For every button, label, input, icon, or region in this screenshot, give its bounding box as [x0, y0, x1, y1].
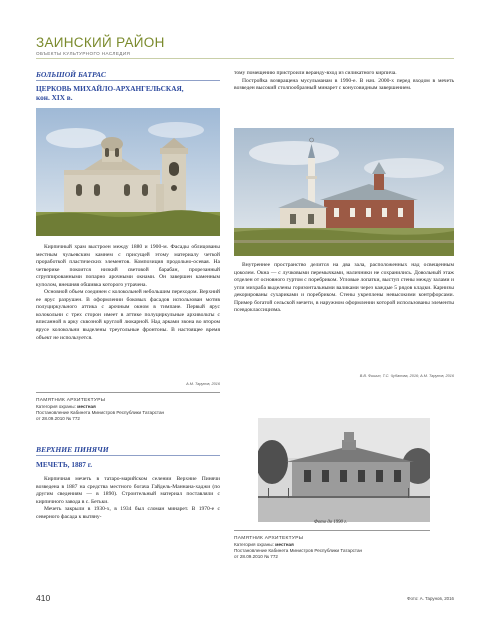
- entry2-paragraph-1: Кирпичная мечеть в татаро-марийском селении Верхние Пинячи возведена в 1887 на средства местного богача Гайдель-Маннана-хаджи (по другим сведениям — в 1890). Строительный материал поставляли с кирпичного завода в с. Бетьки.: [36, 476, 220, 505]
- entry2-place-name: ВЕРХНИЕ ПИНЯЧИ: [36, 445, 109, 454]
- entry2-monument-divider: [234, 530, 430, 531]
- mosque-photo: [234, 128, 454, 256]
- entry1-paragraph-2: Основной объем соединен с колокольней небольшим переходом. Верхний ее ярус разрушен. В оформлении боковых фасадов использован мотив полуциркульного аттика с арочным окном в тимпане. Первый ярус колокольни с трех сторон имеет в аттике полуциркульные архивольты с вписанной в арку сквозной круглой люкарной. Над арками звона во втором ярусе колокольни выделены треугольные фронтоны. В настоящее время объект не используется.: [36, 289, 220, 341]
- entry1-paragraph-1: Кирпичный храм выстроен между 1880 и 1900-м. Фасады облицованы местным чульевским камнем с присущей этому материалу четкой проработкой пластических элементов. Композиция продольно-осевая. На четверике покоится низкий световой барабан, прорезанный сгруппированными попарно арочными окнами. Он завершен каменным куполом, внешняя обшивка которого утрачена.: [36, 244, 220, 288]
- header-divider: [36, 58, 454, 59]
- entry1-object-date: кон. XIX в.: [36, 93, 73, 102]
- archive-photo-caption: Фото до 1990 г.: [314, 520, 348, 525]
- church-photo: [36, 108, 220, 236]
- entry2-paragraph-3: тому помещению пристроили веранду-вход из силикатного кирпича.: [234, 70, 397, 76]
- entry1-object-name: ЦЕРКОВЬ МИХАЙЛО-АРХАНГЕЛЬСКАЯ,: [36, 84, 184, 93]
- entry2-monument-decree: Постановление Кабинета Министров Республики Татарстан: [234, 548, 363, 553]
- entry1-monument-decree-date: от 28.09.2010 № 772: [36, 416, 80, 421]
- entry2-paragraph-2: Мечеть закрыли в 1930-х, в 1934 был сломан минарет. В 1970-е с северного фасада к вытяну-: [36, 506, 220, 520]
- entry1-monument-category: Категория охраны: местная: [36, 404, 96, 409]
- entry2-monument-title: ПАМЯТНИК АРХИТЕКТУРЫ: [234, 536, 304, 541]
- entry2-paragraph-5: Внутреннее пространство делится на два зала, расположенных над освещенным цоколем. Окна — с лучковыми перемычками, наличники не сохранились. Довольный этаж отделен от основного гуртом с поребриком. Угловые лопатки, выступ стены между залами и угли михраба выделены горизонтальными валиками через каждые 5 рядов кладки. Карнизы декорированы сухариками и поребриком. Стены укреплены невысокими контрфорсами. Пример богатой сельской мечети, в наружном оформлении которой использованы элементы псевдоклассицизма.: [234, 262, 454, 314]
- entry2-monument-category: Категория охраны: местная: [234, 542, 294, 547]
- entry1-description: [36, 244, 220, 342]
- entry2-paragraph-4: Постройка возвращена мусульманам в 1990-е. В нач. 2000-х перед входом в мечеть возведен высокий столпообразный минарет с конусовидным завершением.: [234, 77, 454, 92]
- entry2-author: В.В. Фишин, Т.С. Чубанова, 2016; А.М. Тарунов, 2016: [359, 374, 454, 378]
- section-subtitle: ОБЪЕКТЫ КУЛЬТУРНОГО НАСЛЕДИЯ: [36, 51, 131, 56]
- entry2-monument-info: [234, 536, 414, 560]
- section-title: ЗАИНСКИЙ РАЙОН: [36, 35, 165, 50]
- entry1-monument-divider: [36, 392, 220, 393]
- entry1-monument-title: ПАМЯТНИК АРХИТЕКТУРЫ: [36, 398, 106, 403]
- entry2-description-left: [36, 476, 220, 521]
- entry1-author: А.М. Тарунов, 2016: [186, 382, 220, 386]
- entry2-description-right-top: [234, 70, 454, 93]
- entry2-description-right-bottom: [234, 262, 454, 315]
- entry1-monument-decree: Постановление Кабинета Министров Республики Татарстан: [36, 410, 165, 415]
- entry2-place-divider: [36, 455, 220, 456]
- mosque-archive-photo: [258, 418, 430, 522]
- page-number: 410: [36, 593, 51, 603]
- entry1-place-name: БОЛЬШОЙ БАТРАС: [36, 70, 106, 79]
- entry2-monument-decree-date: от 28.09.2010 № 772: [234, 554, 278, 559]
- entry1-place-divider: [36, 80, 220, 81]
- entry1-monument-info: [36, 398, 216, 422]
- entry2-object-name: МЕЧЕТЬ, 1887 г.: [36, 460, 93, 469]
- photo-credit: Фото: А. Тарунов, 2016: [407, 596, 454, 601]
